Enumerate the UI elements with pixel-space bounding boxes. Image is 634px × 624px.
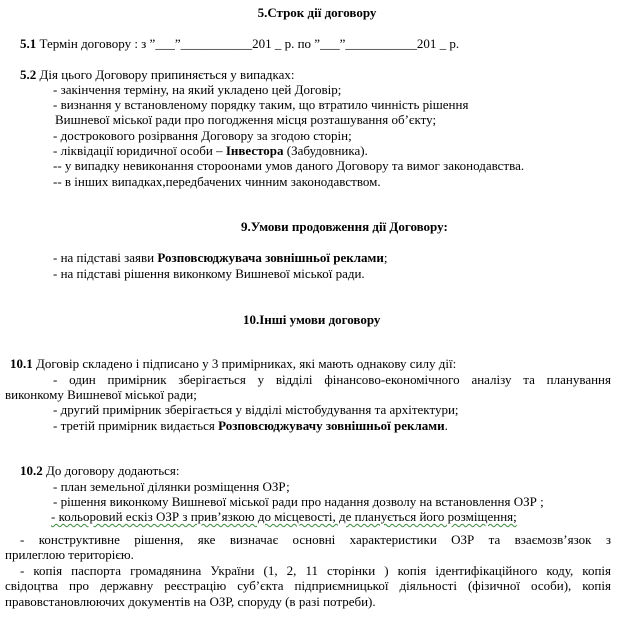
attachment-item: - план земельної ділянки розміщення ОЗР; xyxy=(53,479,290,494)
distributor-term: Розповсюджувача зовнішньої реклами xyxy=(157,250,384,265)
section-9-heading: 9.Умови продовження дії Договору: xyxy=(241,219,448,234)
list-item: - ліквідації юридичної особи – Інвестора (Забудовника). xyxy=(53,143,368,158)
list-item: - другий примірник зберігається у відділі містобудування та архітектури; xyxy=(53,402,459,417)
clause-10-1 xyxy=(10,356,456,371)
attachment-item-continuation: прилеглою територією. xyxy=(5,547,134,562)
list-item-continuation: виконкому Вишневої міської ради; xyxy=(5,387,197,402)
clause-intro: До договору додаються: xyxy=(46,463,180,478)
attachment-item: - копія паспорта громадянина України (1, 2, 11 сторінки ) копія ідентифікаційного коду, копія xyxy=(20,563,611,578)
clause-number: 5.2 xyxy=(20,67,37,82)
clause-10-2 xyxy=(20,463,180,478)
list-item: - дострокового розірвання Договору за згодою сторін; xyxy=(53,128,352,143)
clause-intro: Дія цього Договору припиняється у випадках: xyxy=(39,67,295,82)
list-item-continuation: Вишневої міської ради про погодження місця розташування об’єкту; xyxy=(55,112,437,127)
clause-5-2 xyxy=(20,67,295,82)
clause-number: 5.1 xyxy=(20,36,37,51)
list-item: -- у випадку невиконання стороонами умов даного Договору та вимог законодавства. xyxy=(53,158,525,173)
list-item: - один примірник зберігається у відділі фінансово-економічного аналізу та планування xyxy=(53,372,611,387)
clause-intro: Договір складено і підписано у 3 примірниках, які мають однакову силу дії: xyxy=(36,356,457,371)
list-item: - закінчення терміну, на який укладено цей Договір; xyxy=(53,82,342,97)
contract-term-text: Термін договору : з ”___”___________201 _ р. по ”___”___________201 _ р. xyxy=(39,36,460,51)
attachment-item: - кольоровий ескіз ОЗР з прив’язкою до місцевості, де планується його розміщення; xyxy=(51,509,517,524)
list-item: - на підставі заяви Розповсюджувача зовнішньої реклами; xyxy=(53,250,388,265)
distributor-term: Розповсюджувачу зовнішньої реклами xyxy=(218,418,445,433)
section-5-heading: 5.Строк дії договору xyxy=(257,5,377,20)
section-10-heading: 10.Інші умови договору xyxy=(243,312,381,327)
attachment-item: - конструктивне рішення, яке визначає основні характеристики ОЗР та взаємозв’язок з xyxy=(20,532,611,547)
list-item: -- в інших випадках,передбачених чинним законодавством. xyxy=(53,174,381,189)
clause-number: 10.2 xyxy=(20,463,43,478)
list-item: - третій примірник видається Розповсюджувачу зовнішньої реклами. xyxy=(53,418,448,433)
list-item: - на підставі рішення виконкому Вишневої міської ради. xyxy=(53,266,365,281)
attachment-item-continuation: правовстановлюючих документів на ОЗР, споруду (в разі потреби). xyxy=(5,594,376,609)
attachment-item-continuation: свідоцтва про державну реєстрацію суб’єкта підприємницької діяльності (фізичної особи), копія xyxy=(5,578,611,593)
clause-5-1 xyxy=(20,36,459,51)
clause-number: 10.1 xyxy=(10,356,33,371)
list-item: - визнання у встановленому порядку таким, що втратило чинність рішення xyxy=(53,97,469,112)
attachment-item: - рішення виконкому Вишневої міської ради про надання дозволу на встановлення ОЗР ; xyxy=(53,494,544,509)
investor-term: Інвестора xyxy=(225,143,284,158)
